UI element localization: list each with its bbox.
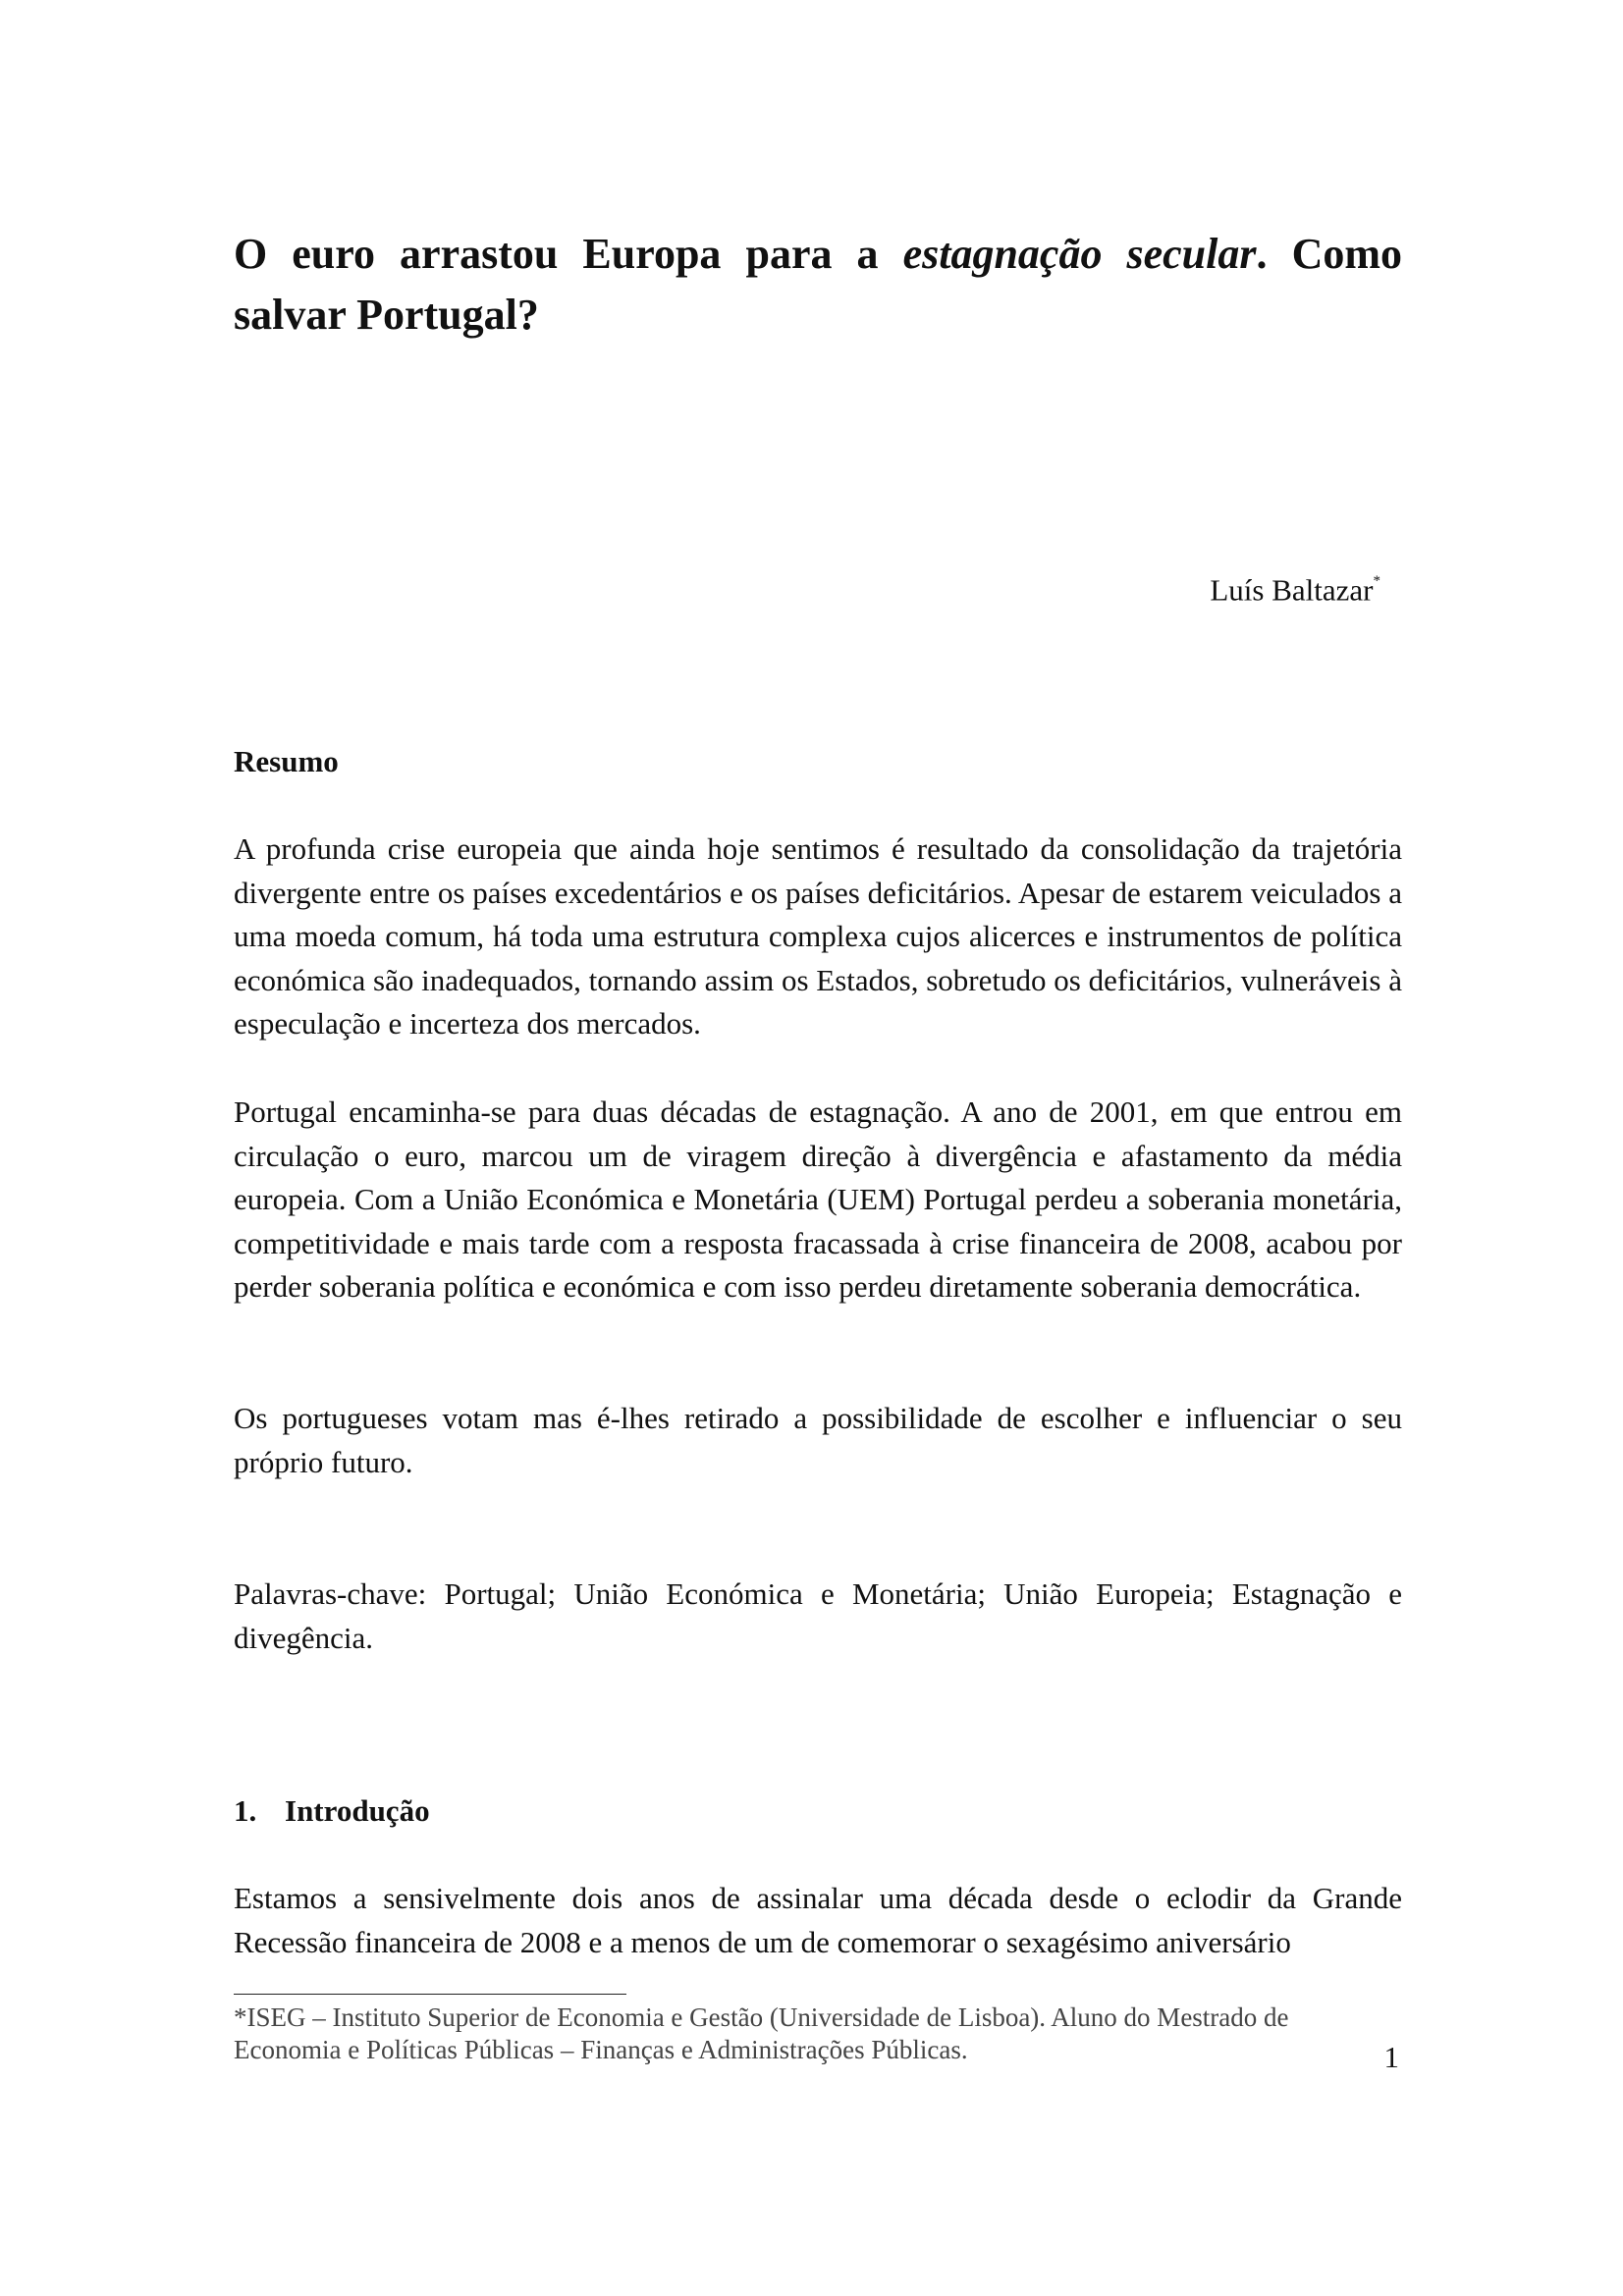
keywords: Palavras-chave: Portugal; União Económica e Monetária; União Europeia; Estagnação e divegência. bbox=[234, 1576, 1402, 1655]
title-part-1: O euro arrastou Europa para a bbox=[234, 230, 903, 278]
footnote: *ISEG – Instituto Superior de Economia e Gestão (Universidade de Lisboa). Aluno do Mestrado de Economia e Políticas Públicas – Finanças e Administrações Públicas. bbox=[234, 2002, 1289, 2064]
abstract-paragraph-2: Portugal encaminha-se para duas décadas de estagnação. A ano de 2001, em que entrou em circulação o euro, marcou um de viragem direção à divergência e afastamento da média europeia. Com a União Económica e Monetária (UEM) Portugal perdeu a soberania monetária, competitividade e mais tarde com a resposta fracassada à crise financeira de 2008, acabou por perder soberania política e económica e com isso perdeu diretamente soberania democrática. bbox=[234, 1095, 1402, 1304]
abstract-paragraph-1: A profunda crise europeia que ainda hoje sentimos é resultado da consolidação da trajetória divergente entre os países excedentários e os países deficitários. Apesar de estarem veiculados a uma moeda comum, há toda uma estrutura complexa cujos alicerces e instrumentos de política económica são inadequados, tornando assim os Estados, sobretudo os deficitários, vulneráveis à especulação e incerteza dos mercados. bbox=[234, 831, 1402, 1041]
section-title: Introdução bbox=[285, 1793, 430, 1828]
title-italic-phrase: estagnação secular bbox=[902, 230, 1257, 278]
author-footnote-marker: * bbox=[1373, 573, 1380, 589]
page-number: 1 bbox=[1383, 2040, 1399, 2074]
introduction-paragraph: Estamos a sensivelmente dois anos de assinalar uma década desde o eclodir da Grande Recessão financeira de 2008 e a menos de um de comemorar o sexagésimo aniversário bbox=[234, 1881, 1402, 1959]
introduction-heading bbox=[234, 1791, 430, 1831]
author-line bbox=[1210, 565, 1380, 610]
author-name: Luís Baltazar bbox=[1210, 572, 1374, 608]
title-part-2: . Como salvar Portugal? bbox=[234, 230, 1402, 339]
abstract-paragraph-3: Os portugueses votam mas é-lhes retirado a possibilidade de escolher e influenciar o seu próprio futuro. bbox=[234, 1401, 1402, 1479]
abstract-heading: Resumo bbox=[234, 744, 339, 778]
footnote-divider bbox=[234, 1994, 626, 1995]
paper-title bbox=[234, 224, 1402, 346]
section-number: 1. bbox=[234, 1793, 257, 1828]
